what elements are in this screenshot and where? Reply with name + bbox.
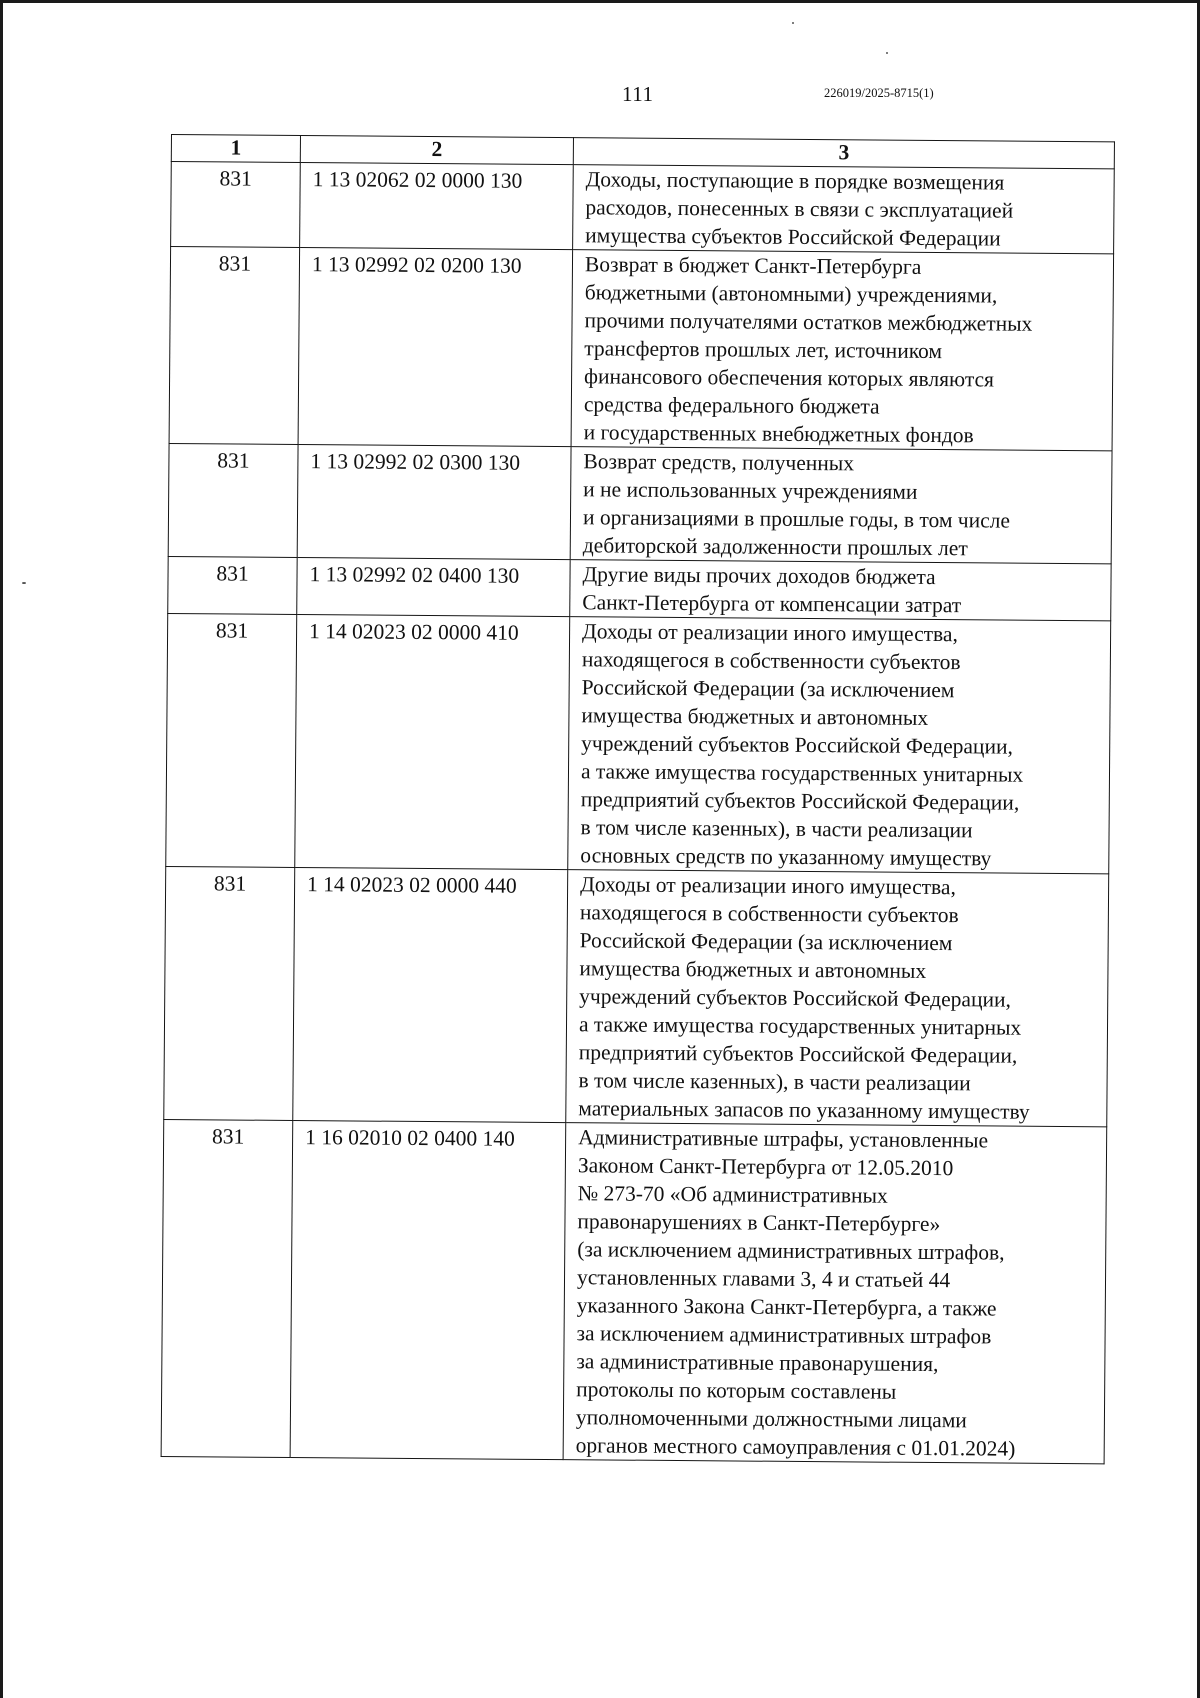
description-line: прочими получателями остатков межбюджетных: [584, 308, 1033, 336]
description-line: № 273-70 «Об административных: [577, 1181, 888, 1208]
description-line: находящегося в собственности субъектов: [581, 647, 961, 675]
table-row: [164, 866, 1109, 1126]
description-line: имущества субъектов Российской Федерации: [585, 223, 1001, 251]
description-line: за исключением административных штрафов: [576, 1321, 992, 1349]
description-line: установленных главами 3, 4 и статьей 44: [576, 1265, 951, 1293]
admin-code-cell: [168, 443, 298, 557]
description-line: основных средств по указанному имуществу: [580, 843, 992, 871]
description-line: имущества бюджетных и автономных: [579, 956, 927, 983]
kbk-code-cell: [297, 558, 570, 617]
description-line: и не использованных учреждениями: [583, 477, 918, 504]
description-line: в том числе казенных), в части реализации: [578, 1068, 971, 1096]
table-row: [169, 247, 1114, 451]
description-line: расходов, понесенных в связи с эксплуатацией: [585, 195, 1014, 223]
description-line: Российской Федерации (за исключением: [581, 675, 955, 703]
table-row: [168, 556, 1111, 620]
page-number: 111: [622, 82, 654, 106]
column-header-2: 2: [300, 136, 573, 165]
description-cell: [571, 250, 1114, 451]
kbk-code-cell: [300, 163, 574, 250]
description-line: имущества бюджетных и автономных: [581, 703, 929, 730]
description-cell: [573, 165, 1115, 254]
kbk-code: 1 14 02023 02 0000 410: [309, 619, 519, 645]
admin-code-cell: [169, 247, 300, 445]
description-line: бюджетными (автономными) учреждениями,: [584, 280, 998, 308]
kbk-code: 1 13 02062 02 0000 130: [312, 167, 523, 193]
description-line: Санкт-Петербурга от компенсации затрат: [582, 590, 962, 618]
admin-code: 831: [219, 166, 252, 191]
kbk-code-cell: [298, 248, 573, 447]
kbk-code: 1 14 02023 02 0000 440: [307, 872, 517, 898]
admin-code: 831: [211, 1124, 245, 1149]
description-line: Административные штрафы, установленные: [578, 1125, 989, 1153]
description-line: Российской Федерации (за исключением: [579, 928, 953, 956]
kbk-code: 1 13 02992 02 0400 130: [309, 562, 520, 588]
admin-code: 831: [213, 871, 247, 896]
scan-speck: [22, 582, 26, 584]
revenue-codes-table: [161, 134, 1115, 1464]
description-line: Доходы от реализации иного имущества,: [580, 872, 956, 900]
description-line: за административные правонарушения,: [576, 1349, 939, 1377]
admin-code: 831: [216, 561, 249, 586]
description-line: протоколы по которым составлены: [576, 1377, 897, 1404]
scan-speck: [792, 22, 794, 24]
description-line: Возврат в бюджет Санкт-Петербурга: [584, 252, 922, 279]
kbk-code-cell: [293, 867, 568, 1122]
description-line: финансового обеспечения которых являются: [584, 364, 995, 392]
document-id: 226019/2025-8715(1): [824, 86, 934, 100]
table-row: [171, 162, 1115, 254]
description-line: находящегося в собственности субъектов: [579, 900, 959, 928]
table-row: [166, 613, 1111, 873]
kbk-code: 1 16 02010 02 0400 140: [305, 1125, 515, 1151]
admin-code-cell: [171, 162, 301, 248]
column-header-3: 3: [573, 138, 1114, 169]
description-line: Другие виды прочих доходов бюджета: [582, 562, 936, 590]
admin-code-cell: [168, 556, 297, 614]
revenue-codes-table-container: [161, 134, 1113, 1464]
scan-edge-left: [0, 0, 3, 1698]
scan-edge-top: [0, 0, 1200, 3]
description-line: учреждений субъектов Российской Федерации,: [579, 984, 1011, 1012]
kbk-code-cell: [295, 615, 570, 870]
description-cell: [570, 447, 1112, 564]
description-line: трансфертов прошлых лет, источником: [584, 336, 943, 364]
description-line: уполномоченными должностными лицами: [575, 1405, 967, 1433]
scan-speck: [886, 52, 888, 54]
description-line: Доходы, поступающие в порядке возмещения: [585, 167, 1005, 195]
description-cell: [563, 1123, 1107, 1464]
description-line: а также имущества государственных унитарных: [578, 1012, 1022, 1040]
description-line: материальных запасов по указанному имуществу: [578, 1096, 1030, 1124]
kbk-code: 1 13 02992 02 0200 130: [311, 252, 522, 278]
column-header-1: 1: [171, 135, 300, 163]
kbk-code-cell: [290, 1120, 566, 1459]
description-line: учреждений субъектов Российской Федерации,: [581, 731, 1013, 759]
description-line: предприятий субъектов Российской Федерации,: [580, 787, 1020, 815]
description-cell: [568, 617, 1111, 874]
kbk-code-cell: [297, 445, 571, 560]
table-row: [161, 1119, 1107, 1463]
description-line: Доходы от реализации иного имущества,: [582, 619, 958, 647]
admin-code-cell: [161, 1119, 293, 1457]
admin-code: 831: [218, 251, 252, 276]
description-line: а также имущества государственных унитарных: [580, 759, 1024, 787]
description-line: (за исключением административных штрафов,: [577, 1237, 1005, 1265]
description-cell: [566, 870, 1109, 1127]
description-line: органов местного самоуправления с 01.01.2024): [575, 1433, 1016, 1461]
description-line: и государственных внебюджетных фондов: [583, 420, 974, 448]
description-line: предприятий субъектов Российской Федерации,: [578, 1040, 1018, 1068]
admin-code: 831: [217, 448, 250, 473]
admin-code-cell: [164, 866, 295, 1120]
kbk-code: 1 13 02992 02 0300 130: [310, 449, 521, 475]
table-row: [168, 443, 1112, 563]
description-cell: [570, 560, 1111, 621]
description-line: средства федерального бюджета: [583, 392, 880, 419]
admin-code-cell: [166, 613, 297, 867]
description-line: Возврат средств, полученных: [583, 449, 855, 476]
description-line: указанного Закона Санкт-Петербурга, а также: [576, 1293, 997, 1321]
description-line: и организациями в прошлые годы, в том числе: [582, 505, 1011, 533]
description-line: дебиторской задолженности прошлых лет: [582, 533, 968, 561]
description-line: Законом Санкт-Петербурга от 12.05.2010: [577, 1153, 954, 1181]
description-line: правонарушениях в Санкт-Петербурге»: [577, 1209, 941, 1237]
admin-code: 831: [215, 618, 249, 643]
description-line: в том числе казенных), в части реализации: [580, 815, 973, 843]
table-body: [161, 162, 1114, 1464]
